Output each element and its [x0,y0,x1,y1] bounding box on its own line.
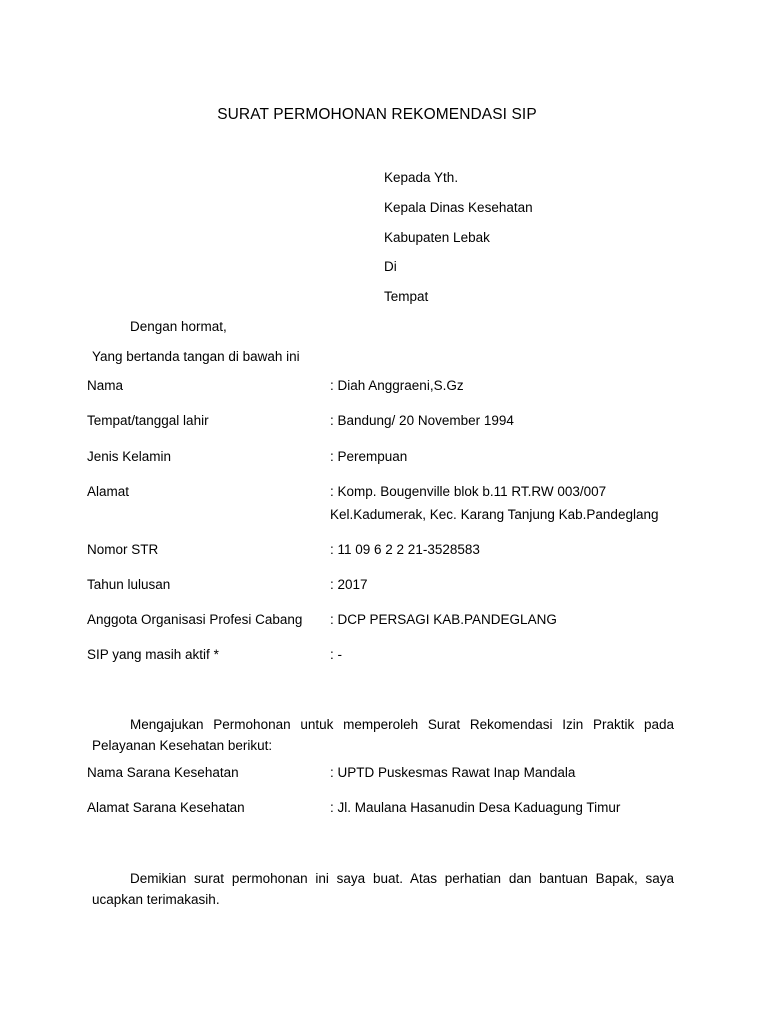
intro-text: Yang bertanda tangan di bawah ini [92,349,300,364]
field-label-nama: Nama [87,378,124,393]
recipient-line-1: Kepada Yth. [384,170,459,185]
field-label-str: Nomor STR [87,542,159,557]
greeting: Dengan hormat, [130,319,227,334]
field-value-sip: : - [330,647,342,662]
closing-line-2: ucapkan terimakasih. [92,892,220,907]
closing-paragraph [92,868,674,910]
facility-value-alamat: : Jl. Maulana Hasanudin Desa Kaduagung Timur [330,800,621,815]
recipient-line-2: Kepala Dinas Kesehatan [384,200,533,215]
field-label-sip: SIP yang masih aktif * [87,647,219,662]
field-value-alamat-line2: Kel.Kadumerak, Kec. Karang Tanjung Kab.Pandeglang [330,507,659,522]
field-label-ttl: Tempat/tanggal lahir [87,413,209,428]
field-value-str: : 11 09 6 2 2 21-3528583 [330,542,480,557]
recipient-line-4: Di [384,259,397,274]
field-label-organisasi: Anggota Organisasi Profesi Cabang [87,612,303,627]
request-line-2: Pelayanan Kesehatan berikut: [92,738,273,753]
request-line-1: Mengajukan Permohonan untuk memperoleh Surat Rekomendasi Izin Praktik pada [130,717,674,732]
field-label-jenis-kelamin: Jenis Kelamin [87,449,172,464]
letter-title: SURAT PERMOHONAN REKOMENDASI SIP [217,106,537,123]
recipient-line-3: Kabupaten Lebak [384,230,490,245]
recipient-line-5: Tempat [384,289,429,304]
field-value-jenis-kelamin: : Perempuan [330,449,408,464]
field-label-alamat: Alamat [87,484,130,499]
facility-value-nama: : UPTD Puskesmas Rawat Inap Mandala [330,765,576,780]
field-value-nama: : Diah Anggraeni,S.Gz [330,378,464,393]
field-label-tahun-lulusan: Tahun lulusan [87,577,171,592]
facility-label-alamat: Alamat Sarana Kesehatan [87,800,245,815]
field-value-tahun-lulusan: : 2017 [330,577,368,592]
field-value-ttl: : Bandung/ 20 November 1994 [330,413,514,428]
facility-label-nama: Nama Sarana Kesehatan [87,765,239,780]
field-value-alamat: : Komp. Bougenville blok b.11 RT.RW 003/007 [330,484,607,499]
request-paragraph [92,714,674,756]
field-value-organisasi: : DCP PERSAGI KAB.PANDEGLANG [330,612,557,627]
closing-line-1: Demikian surat permohonan ini saya buat. Atas perhatian dan bantuan Bapak, saya [130,871,674,886]
